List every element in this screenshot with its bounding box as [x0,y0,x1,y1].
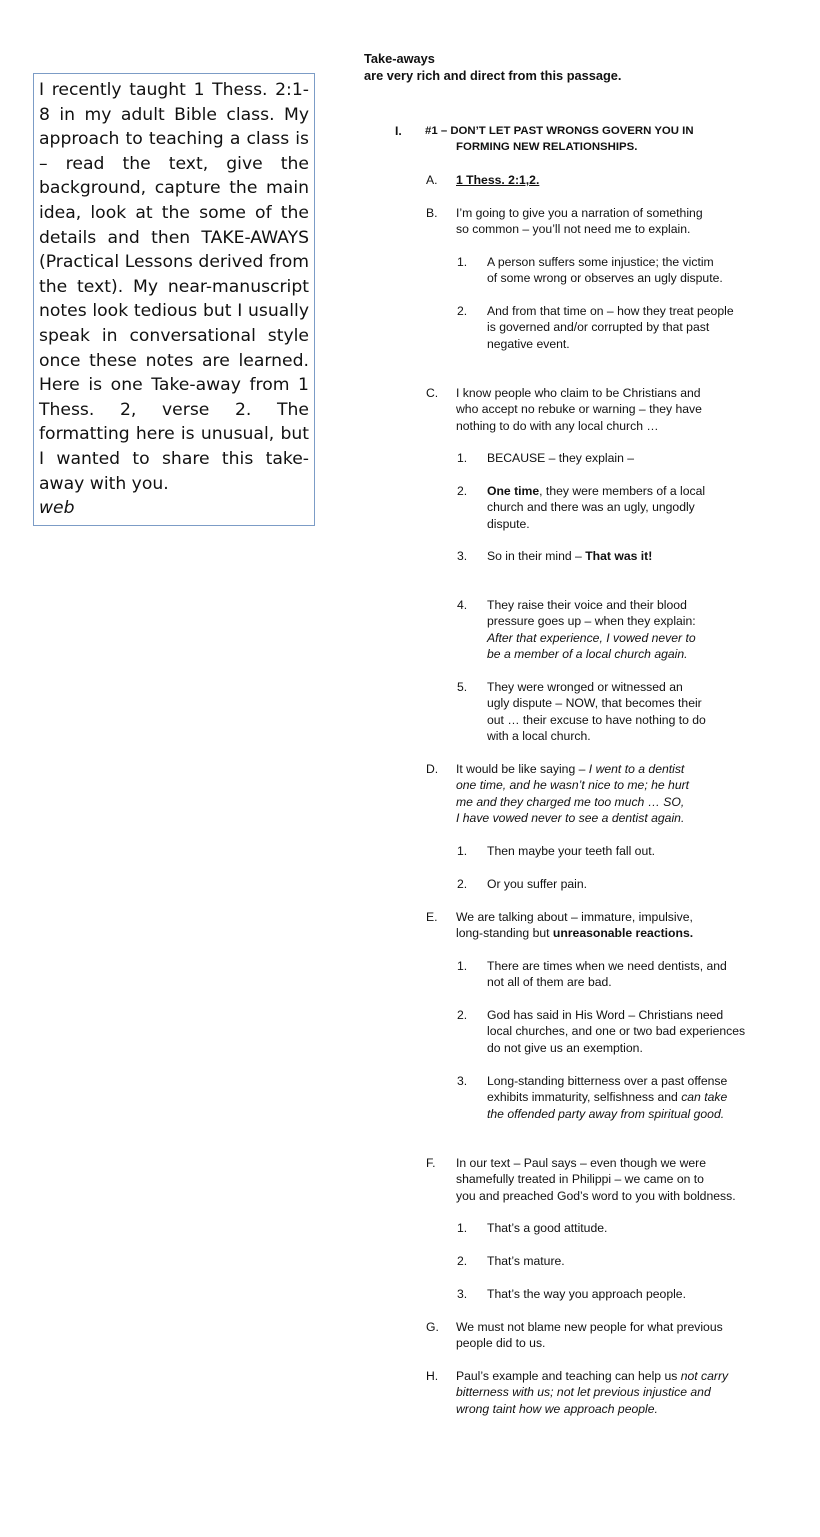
intro-text-box [33,73,315,526]
text-line: A person suffers some injustice; the victim [487,255,714,269]
outline-marker: I. [395,124,402,138]
text-fragment: So in their mind – [487,549,586,563]
outline-marker: G. [426,1320,439,1334]
emphasis-bold: One time [487,484,540,498]
text-line: We are talking about – immature, impulsive, [456,910,693,924]
text-line: That’s the way you approach people. [487,1287,686,1301]
text-line [487,1089,757,1105]
text-line: negative event. [487,336,570,351]
text-fragment: long-standing but [456,926,553,941]
outline-marker: E. [426,910,438,924]
outline-item-text [487,1220,757,1236]
emphasis-italic: I went to a dentist [588,762,685,776]
emphasis-bold: That was it! [585,549,653,563]
outline-marker: F. [426,1156,436,1170]
text-line: BECAUSE – they explain – [487,451,635,465]
text-line: They raise their voice and their blood [487,598,687,612]
outline-item-text [456,1368,756,1417]
notes-heading [364,50,784,84]
text-line: After that experience, I vowed never to [487,630,696,645]
outline-marker: 2. [457,877,468,891]
emphasis-italic: not carry [680,1369,729,1383]
text-line: I have vowed never to see a dentist again. [456,811,685,826]
text-line: of some wrong or observes an ugly dispute. [487,271,723,286]
text-line: do not give us an exemption. [487,1040,643,1055]
text-line: I’m going to give you a narration of something [456,206,703,220]
text-line: That’s mature. [487,1254,565,1268]
text-line: who accept no rebuke or warning – they have [456,402,702,417]
text-line: so common – you’ll not need me to explain. [456,222,691,237]
emphasis-bold: unreasonable reactions. [552,926,694,941]
outline-item-text [487,450,757,466]
outline-item-text [487,843,757,859]
text-line: not all of them are bad. [487,975,612,990]
outline-item-text [487,876,757,892]
text-line: local churches, and one or two bad experiences [487,1024,746,1039]
text-line: Then maybe your teeth fall out. [487,844,656,858]
text-line: Or you suffer pain. [487,877,588,891]
text-line: #1 – DON’T LET PAST WRONGS GOVERN YOU IN [425,125,694,137]
text-line: church and there was an ugly, ungodly [487,500,695,515]
outline-marker: 5. [457,680,468,694]
text-line: They were wronged or witnessed an [487,680,683,694]
text-line: ugly dispute – NOW, that becomes their [487,696,702,711]
heading-line-2: are very rich and direct from this passage. [364,68,622,83]
outline-item-text [487,483,757,532]
text-line: Long-standing bitterness over a past offense [487,1074,728,1088]
outline-marker: 1. [457,1221,468,1235]
text-line: pressure goes up – when they explain: [487,614,696,629]
text-line: the offended party away from spiritual good. [487,1106,725,1121]
outline-item-text [456,1319,756,1352]
text-line: bitterness with us; not let previous injustice and [456,1385,711,1400]
text-line: I know people who claim to be Christians and [456,386,701,400]
text-line: In our text – Paul says – even though we were [456,1156,706,1170]
outline-marker: 2. [457,1008,468,1022]
text-line: me and they charged me too much … SO, [456,794,685,809]
scripture-reference: 1 Thess. 2:1,2. [456,173,540,187]
outline-item-text [487,1253,757,1269]
outline-point-text [425,123,725,156]
text-line: nothing to do with any local church … [456,418,659,433]
text-line [487,548,757,564]
outline-item-text [456,205,756,238]
outline-marker: 3. [457,1287,468,1301]
outline-marker: 1. [457,959,468,973]
text-fragment: It would be like saying – [456,762,589,776]
outline-marker: 1. [457,844,468,858]
outline-marker: 1. [457,451,468,465]
text-fragment: , they were members of a local [539,484,706,498]
text-line: There are times when we need dentists, and [487,959,727,973]
text-line: We must not blame new people for what previous [456,1320,723,1334]
text-line: be a member of a local church again. [487,647,688,662]
text-line [456,1368,756,1384]
text-line: people did to us. [456,1336,546,1351]
text-line: with a local church. [487,729,591,744]
outline-marker: 2. [457,484,468,498]
text-line [456,761,756,777]
outline-marker: H. [426,1369,439,1383]
text-line: dispute. [487,516,530,531]
outline-marker: A. [426,173,438,187]
outline-item-text [487,1073,757,1122]
emphasis-italic: can take [681,1090,728,1105]
text-line: God has said in His Word – Christians need [487,1008,724,1022]
text-fragment: exhibits immaturity, selfishness and [487,1090,682,1105]
outline-item-text [456,1155,756,1204]
outline-marker: C. [426,386,439,400]
outline-marker: D. [426,762,439,776]
outline-marker: 2. [457,1254,468,1268]
outline-marker: 1. [457,255,468,269]
intro-paragraph: I recently taught 1 Thess. 2:1-8 in my adult Bible class. My approach to teaching a class is – read the text, give the background, capture the main idea, look at the some of the details and then TAKE-AWAYS (Practical Lessons derived from the text). My near-manuscript notes look tedious but I usually speak in conversational style once these notes are learned. Here is one Take-away from 1 Thess. 2, verse 2. The formatting here is unusual, but I wanted to share this take-away with you. [39,80,309,494]
outline-item-text [487,679,757,745]
text-fragment: Paul’s example and teaching can help us [456,1369,681,1383]
outline-item-text [487,958,757,991]
text-line: you and preached God’s word to you with boldness. [456,1188,736,1203]
text-line: shamefully treated in Philippi – we came on to [456,1172,704,1187]
outline-marker: 2. [457,304,468,318]
outline-item-text [456,172,756,188]
outline-marker: 4. [457,598,468,612]
outline-item-text [456,761,756,827]
text-line: is governed and/or corrupted by that past [487,320,710,335]
outline-item-text [487,548,757,564]
text-line: That’s a good attitude. [487,1221,608,1235]
text-line: one time, and he wasn’t nice to me; he hurt [456,778,690,793]
text-line: FORMING NEW RELATIONSHIPS. [456,141,638,154]
outline-marker: 3. [457,549,468,563]
text-line [456,925,756,941]
intro-signature: web [39,498,75,519]
outline-marker: B. [426,206,438,220]
text-line: out … their excuse to have nothing to do [487,712,706,727]
text-line [487,483,757,499]
heading-line-1: Take-aways [364,51,435,66]
outline-item-text [487,254,757,287]
outline-item-text [487,303,757,352]
outline-item-text [456,385,756,434]
outline-marker: 3. [457,1074,468,1088]
outline-item-text [487,1007,757,1056]
outline-item-text [487,597,757,663]
text-line: wrong taint how we approach people. [456,1401,658,1416]
sermon-notes [364,50,784,1416]
outline-item-text [487,1286,757,1302]
outline-item-text [456,909,756,942]
text-line: And from that time on – how they treat people [487,304,734,318]
